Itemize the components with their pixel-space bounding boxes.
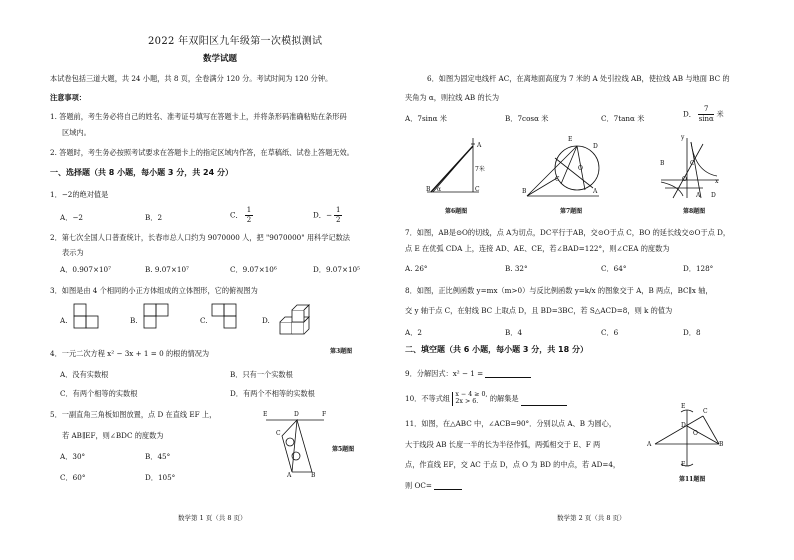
q4-option-b: B．只有一个实数根 [230, 370, 293, 379]
q4-option-c: C．有两个相等的实数根 [60, 389, 138, 398]
question-8: 8．如图，正比例函数 y=mx（m>0）与反比例函数 y=k/x 的图象交于 A，B 两点，BC∥x 轴， [405, 286, 713, 295]
fig8-label-x: x [715, 178, 719, 185]
q3-option-c-figure [212, 304, 248, 340]
fig8-label-o: O [682, 176, 687, 183]
q8-option-a: A．2 [405, 328, 422, 337]
fig7-caption: 第7题图 [560, 208, 583, 215]
fig5-label-e: E [263, 411, 268, 418]
question-6: 6．如图为固定电线杆 AC，在离地面高度为 7 米的 A 处引拉线 AB，使拉线 AB 与地面 BC 的 [427, 74, 730, 83]
fig7-label-a: A [593, 188, 598, 195]
fraction: $\frac{1}{2}$ [246, 206, 252, 224]
q6-option-b: B．7cosα 米 [505, 114, 549, 123]
fig11-triangle [653, 406, 725, 470]
fig7-label-b: B [522, 188, 527, 195]
fig8-label-b: B [660, 160, 665, 167]
q3-option-b-figure [144, 304, 180, 340]
page-1-footer: 数学第 1 页（共 8 页） [178, 514, 247, 522]
question-8-cont: 交 y 轴于点 C，在射线 BC 上取点 D，且 BD=3BC，若 S△ACD=8，则 k 的值为 [405, 306, 673, 315]
notice-2: 2. 答题时，考生务必按照考试要求在答题卡上的指定区域内作答，在草稿纸、试卷上答题无效。 [50, 148, 354, 157]
question-2-cont: 表示为 [62, 248, 84, 257]
q3-option-a-figure [74, 304, 110, 340]
question-7: 7．如图，AB是⊙O的切线，点 A为切点，DC平行于AB，交⊙O于点 C，BO 的延长线交⊙O于点 D， [405, 228, 731, 237]
question-9: 9．分解因式：x² − 1 = [405, 369, 531, 378]
q3-option-a-label: A. [60, 316, 68, 325]
q7-option-b: B. 32° [505, 264, 528, 273]
fig8-label-d: D [711, 192, 716, 199]
fig6-label-length: 7米 [475, 166, 485, 173]
q1-option-b: B．2 [145, 213, 163, 222]
question-11-line4: 则 OC= [405, 481, 462, 490]
q5-option-c: C．60° [60, 473, 86, 482]
q4-option-d: D．有两个不相等的实数根 [230, 389, 315, 398]
q7-option-a: A. 26° [405, 264, 428, 273]
q3-option-d-label: D. [262, 316, 270, 325]
q2-option-b: B. 9.07×10⁷ [145, 265, 189, 274]
q5-option-d: D．105° [145, 473, 176, 482]
q5-option-a: A．30° [60, 452, 86, 461]
fig7-label-e: E [568, 136, 573, 143]
fig6-label-a: A [477, 142, 482, 149]
q9-answer-blank[interactable] [485, 369, 531, 378]
fig7-label-d: D [593, 143, 598, 150]
question-11-line3: 点，作直线 EF，交 AC 于点 D，点 O 为 BD 的中点，若 AD=4， [405, 460, 621, 469]
q4-option-a: A．没有实数根 [60, 370, 109, 379]
fig5-label-a: A [287, 472, 292, 479]
fig5-label-f: F [322, 411, 327, 418]
question-7-cont: 点 E 在优弧 CDA 上，连接 AD、AE、CE，若∠BAD=122°，则∠CEA 的度数为 [405, 244, 670, 253]
fig8-label-a: A [696, 192, 701, 199]
fig5-label-b: B [311, 472, 316, 479]
q3-option-c-label: C. [200, 316, 208, 325]
q6-option-c: C．7tanα 米 [601, 114, 645, 123]
fig5-label-d: D [294, 411, 299, 418]
fraction: $\frac{1}{2}$ [336, 206, 341, 224]
fig6-caption: 第6题图 [445, 208, 468, 215]
fig7-circle [525, 140, 615, 200]
fig7-label-c: C [555, 176, 560, 183]
exam-subtitle: 数学试题 [203, 54, 238, 64]
question-2: 2．第七次全国人口普查统计，长春市总人口约为 9070000 人，把 "9070000" 用科学记数法 [50, 233, 350, 242]
q2-option-a: A．0.907×10⁷ [60, 265, 112, 274]
page-2 [397, 0, 794, 560]
q8-option-d: D．8 [683, 328, 701, 337]
notice-title: 注意事项： [50, 93, 86, 102]
fig8-label-y: y [681, 134, 685, 141]
fig8-label-c: C [690, 160, 695, 167]
q1-option-a: A．−2 [60, 213, 83, 222]
notice-1-cont: 区域内。 [62, 128, 91, 137]
fig11-label-f: F [681, 461, 686, 468]
fig11-caption: 第11题图 [679, 476, 706, 483]
notice-1: 1. 答题前，考生务必将自己的姓名、准考证号填写在答题卡上，并将条形码准确粘贴在条形码 [50, 112, 347, 121]
q3-option-b-label: B. [130, 316, 138, 325]
fig6-label-alpha: α [437, 186, 442, 193]
q1-option-d: D．− $\frac{1}{2}$ [313, 206, 341, 224]
exam-title: 2022 年双阳区九年级第一次模拟测试 [148, 36, 323, 47]
fig6-label-c: C [475, 186, 480, 193]
fig5-label-c: C [276, 430, 281, 437]
q1-option-c: C． $\frac{1}{2}$ [230, 206, 252, 224]
q3-solid-figure [276, 300, 324, 340]
question-1: 1．−2的绝对值是 [50, 190, 109, 199]
page-2-footer: 数学第 2 页（共 8 页） [557, 514, 626, 522]
fig5-triangles [262, 416, 328, 480]
q10-inequality-system: x − 4 ≥ 0, 2x > 6. [452, 392, 487, 406]
fig11-label-b: B [719, 441, 724, 448]
q5-option-b: B．45° [145, 452, 171, 461]
fig11-label-o: O [693, 430, 698, 437]
fraction: $\frac{7}{\sin\alpha}$ [698, 105, 714, 123]
question-10: 10．不等式组 x − 4 ≥ 0, 2x > 6. 的解集是 [405, 392, 567, 406]
q11-answer-blank[interactable] [434, 481, 462, 490]
q6-option-a: A．7sinα 米 [405, 114, 447, 123]
section-1-heading: 一、选择题（共 8 小题，每小题 3 分，共 24 分） [50, 168, 233, 177]
section-2-heading: 二、填空题（共 6 小题，每小题 3 分，共 18 分） [405, 345, 588, 354]
question-3: 3．如图是由 4 个相同的小正方体组成的立体图形，它的俯视图为 [50, 286, 258, 295]
question-5: 5．一副直角三角板如图放置，点 D 在直线 EF 上， [50, 410, 217, 419]
q3-caption: 第3题图 [330, 348, 353, 355]
question-11-line2: 大于线段 AB 长度一半的长为半径作弧，两弧相交于 E、F 两 [405, 440, 601, 449]
question-6-cont: 夹角为 α，则拉线 AB 的长为 [405, 93, 500, 102]
fig11-label-c: C [703, 408, 708, 415]
q7-option-d: D．128° [683, 264, 714, 273]
question-5-cont: 若 AB∥EF，则∠BDC 的度数为 [62, 431, 164, 440]
fig11-label-d: D [681, 422, 686, 429]
q8-option-b: B．4 [505, 328, 523, 337]
fig11-label-a: A [647, 441, 652, 448]
q5-caption: 第5题图 [332, 446, 355, 453]
q7-option-c: C．64° [601, 264, 627, 273]
q2-option-d: D．9.07×10⁵ [313, 265, 361, 274]
q10-answer-blank[interactable] [521, 397, 567, 406]
fig8-caption: 第8题图 [683, 208, 706, 215]
question-4: 4．一元二次方程 x² − 3x + 1 = 0 的根的情况为 [50, 349, 210, 358]
question-11: 11．如图，在△ABC 中，∠ACB=90°．分别以点 A、B 为圆心， [405, 419, 617, 428]
fig11-label-e: E [681, 403, 686, 410]
fig6-label-b: B [426, 186, 431, 193]
fig7-label-o: O [578, 165, 583, 172]
q2-option-c: C．9.07×10⁶ [230, 265, 277, 274]
q8-option-c: C．6 [601, 328, 619, 337]
q6-option-d: D． $\frac{7}{\sin\alpha}$ 米 [683, 105, 724, 123]
exam-intro: 本试卷包括三道大题，共 24 小题，共 8 页，全卷满分 120 分。考试时间为 120 分钟。 [50, 74, 333, 83]
